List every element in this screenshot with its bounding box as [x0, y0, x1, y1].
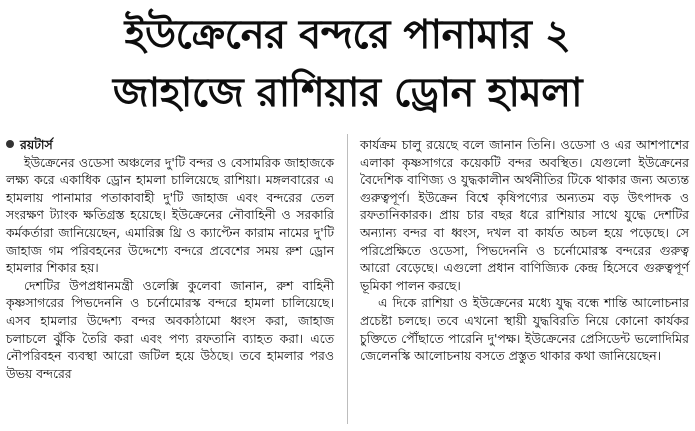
headline-line-1: ইউক্রেনের বন্দরে পানামার ২: [124, 12, 571, 58]
article-headline: [0, 6, 695, 122]
headline-line-2: জাহাজে রাশিয়ার ড্রোন হামলা: [112, 70, 583, 116]
paragraph: কার্যক্রম চালু রয়েছে বলে জানান তিনি। ওডেসা ও এর আশপাশের এলাকা কৃষ্ণসাগরে কয়েকটি বন্দর অবস্থিত। যেগুলো ইউক্রেনের বৈদেশিক বাণিজ্য ও যুদ্ধকালীন অর্থনীতির টিকে থাকার জন্য অত্যন্ত গুরুত্বপূর্ণ। ইউক্রেন বিশ্বে কৃষিপণ্যের অন্যতম বড় উৎপাদক ও রফতানিকারক। প্রায় চার বছর ধরে রাশিয়ার সাথে যুদ্ধে দেশটির অন্যান্য বন্দর বা ধ্বংস, দখল বা কার্যত অচল হয়ে পড়েছে। সে পরিপ্রেক্ষিতে ওডেসা, পিভদেননি ও চর্নোমোরস্ক বন্দরের গুরুত্ব আরো বেড়েছে। এগুলো প্রধান বাণিজ্যিক কেন্দ্র হিসেবে গুরুত্বপূর্ণ ভূমিকা পালন করছে।: [360, 137, 689, 293]
byline-text: রয়টার্স: [20, 137, 53, 152]
bullet-icon: [6, 140, 14, 148]
paragraph: দেশটির উপপ্রধানমন্ত্রী ওলেক্সি কুলেবা জানান, রুশ বাহিনী কৃষ্ণসাগরের পিভদেননি ও চর্নোমোরস্ক বন্দরে হামলা চালিয়েছে। এসব হামলার উদ্দেশ্য বন্দর অবকাঠামো ধ্বংস করা, জাহাজ চলাচলে ঝুঁকি তৈরি করা এবং পণ্য রফতানি ব্যাহত করা। এতে নৌপরিবহন ব্যবস্থা আরো জটিল হয়ে উঠছে। তবে হামলার পরও উভয় বন্দরের: [6, 277, 334, 381]
paragraph: ইউক্রেনের ওডেসা অঞ্চলের দু'টি বন্দর ও বেসামরিক জাহাজকে লক্ষ্য করে একাধিক ড্রোন হামলা চালিয়েছে রাশিয়া। মঙ্গলবারের এ হামলায় পানামার পতাকাবাহী দু'টি জাহাজ এবং বন্দরের তেল সংরক্ষণ ট্যাংক ক্ষতিগ্রস্ত হয়েছে। ইউক্রেনের নৌবাহিনী ও সরকারি কর্মকর্তারা জানিয়েছেন, এমারিক্স থ্রি ও ক্যাপ্টেন কারাম নামের দু'টি জাহাজ গম পরিবহনের উদ্দেশ্যে বন্দরে প্রবেশের সময় রুশ ড্রোন হামলার শিকার হয়।: [6, 154, 334, 276]
article-column-right: [360, 136, 689, 365]
article-column-left: [6, 136, 334, 382]
byline: [6, 136, 334, 154]
paragraph: এ দিকে রাশিয়া ও ইউক্রেনের মধ্যে যুদ্ধ বন্ধে শান্তি আলোচনার প্রচেষ্টা চলছে। তবে এখনো স্থায়ী যুদ্ধবিরতি নিয়ে কোনো কার্যকর চুক্তিতে পৌঁছাতে পারেনি দু'পক্ষ। ইউক্রেনের প্রেসিডেন্ট ভলোদিমির জেলেনস্কি আলোচনায় বসতে প্রস্তুত থাকার কথা জানিয়েছেন।: [360, 295, 689, 364]
column-divider: [347, 134, 348, 424]
